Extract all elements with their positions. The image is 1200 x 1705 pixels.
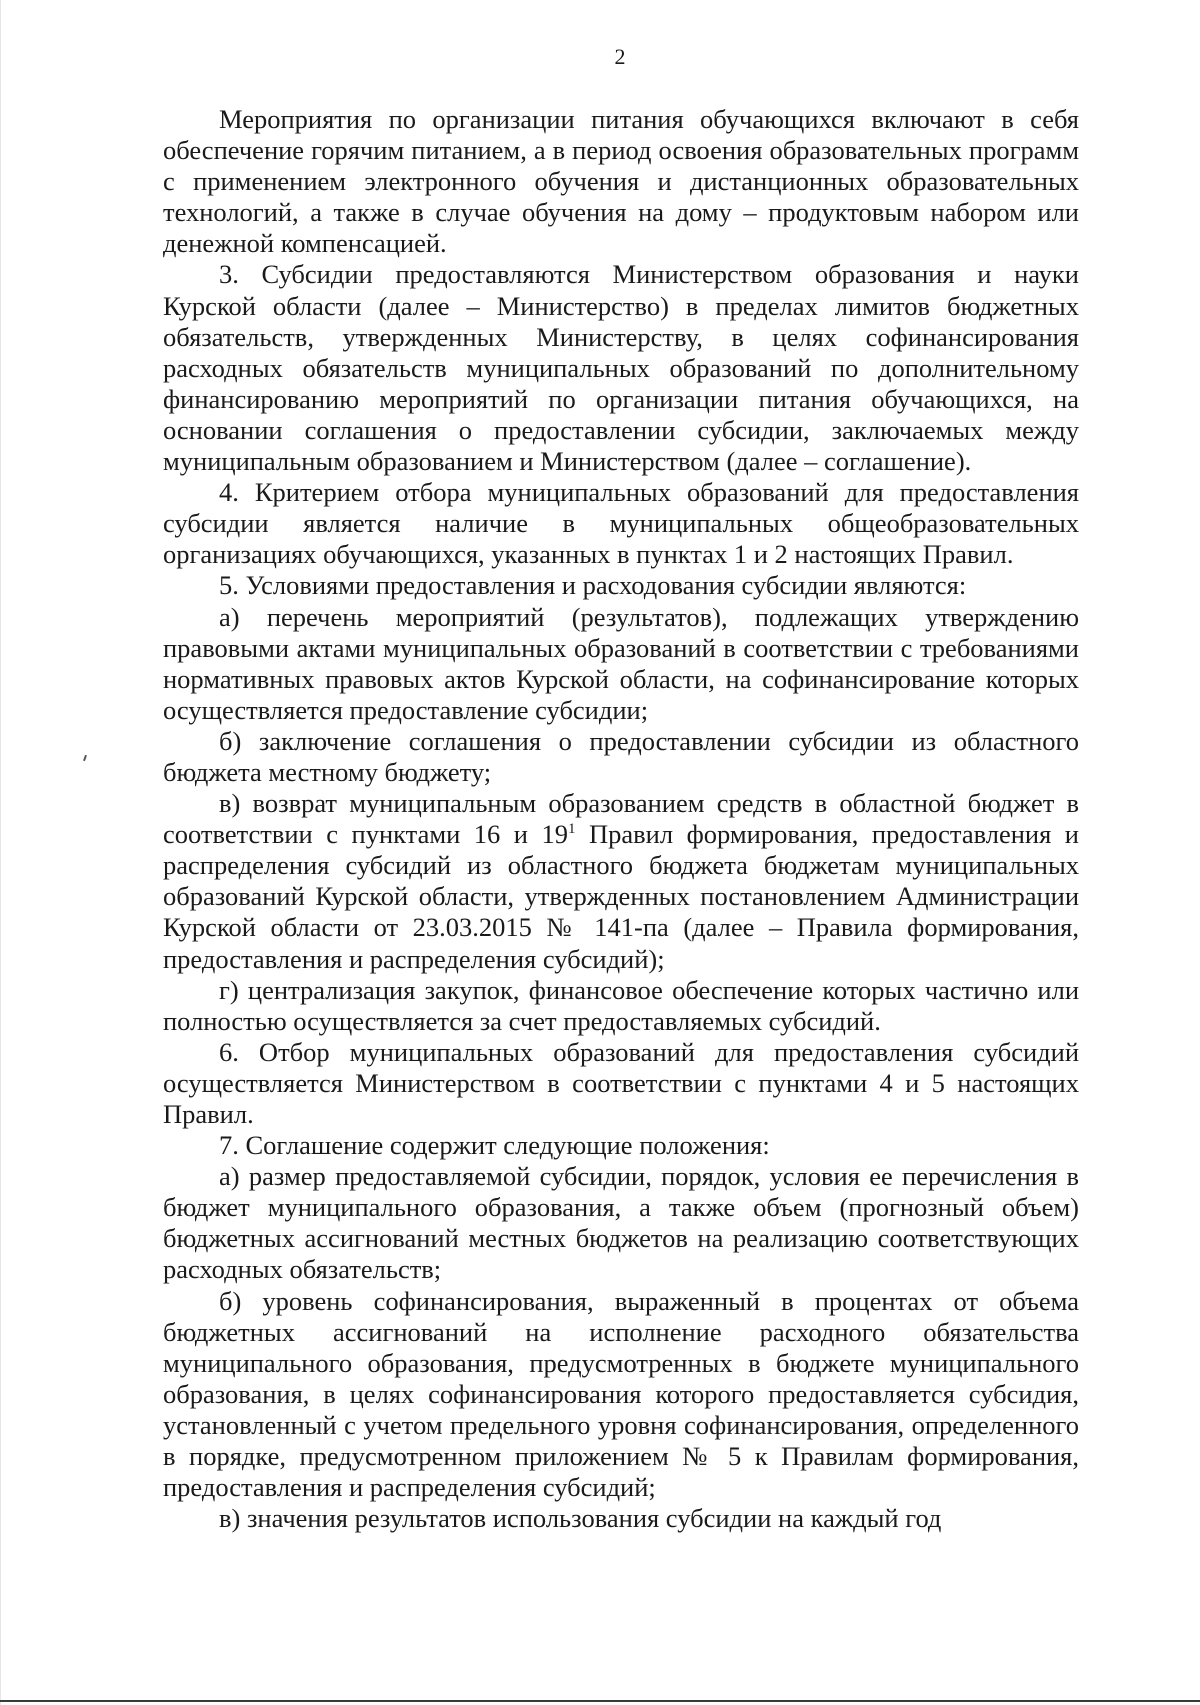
page-number: 2 [614,44,626,69]
paragraph-item-4: 4. Критерием отбора муниципальных образований для предоставления субсидии является наличие в муниципальных общеобразовательных организациях обучающихся, указанных в пунктах 1 и 2 настоящих Правил. [163,477,1079,570]
paragraph-item-5b: б) заключение соглашения о предоставлении субсидии из областного бюджета местному бюджету; [163,725,1079,787]
paragraph-food-measures: Мероприятия по организации питания обучающихся включают в себя обеспечение горячим питанием, а в период освоения образовательных программ с применением электронного обучения и дистанционных образовательных технологий, а также в случае обучения на дому – продуктовым набором или денежной компенсацией. [163,104,1079,259]
paragraph-item-6: 6. Отбор муниципальных образований для предоставления субсидий осуществляется Министерством в соответствии с пунктами 4 и 5 настоящих Правил. [163,1036,1079,1129]
paragraph-item-5v-end: Правил формирования, предоставления и распределения субсидий из областного бюджета бюджетам муниципальных образований Курской области, утвержденных постановлением Администрации Курской области от 23.03.2015 № 141-па (далее – Правила формирования, предоставления и распределения субсидий); [163,819,1079,974]
paragraph-item-5a: а) перечень мероприятий (результатов), подлежащих утверждению правовыми актами муниципальных образований в соответствии с требованиями нормативных правовых актов Курской области, на софинансирование которых осуществляется предоставление субсидии; [163,601,1079,725]
paragraph-item-5g: г) централизация закупок, финансовое обеспечение которых частично или полностью осуществляется за счет предоставляемых субсидий. [163,974,1079,1036]
scan-speck [83,755,87,761]
superscript-index: 1 [568,821,576,838]
paragraph-item-5: 5. Условиями предоставления и расходования субсидии являются: [219,570,967,601]
paragraph-item-3: 3. Субсидии предоставляются Министерством образования и науки Курской области (далее – Министерство) в пределах лимитов бюджетных обязательств, утвержденных Министерству, в целях софинансирования расходных обязательств муниципальных образований по дополнительному финансированию мероприятий по организации питания обучающихся, на основании соглашения о предоставлении субсидии, заключаемых между муниципальным образованием и Министерством (далее – соглашение). [163,259,1079,477]
document-body [163,104,1079,1534]
paragraph-item-7a: а) размер предоставляемой субсидии, порядок, условия ее перечисления в бюджет муниципального образования, а также объем (прогнозный объем) бюджетных ассигнований местных бюджетов на реализацию соответствующих расходных обязательств; [163,1161,1079,1285]
paragraph-item-7: 7. Соглашение содержит следующие положения: [219,1130,770,1161]
paragraph-item-5v [163,788,1079,975]
paragraph-item-7v: в) значения результатов использования субсидии на каждый год [219,1503,942,1534]
scan-left-edge [0,0,1,1705]
paragraph-item-7b: б) уровень софинансирования, выраженный в процентах от объема бюджетных ассигнований на исполнение расходного обязательства муниципального образования, предусмотренных в бюджете муниципального образования, в целях софинансирования которого предоставляется субсидия, установленный с учетом предельного уровня софинансирования, определенного в порядке, предусмотренном приложением № 5 к Правилам формирования, предоставления и распределения субсидий; [163,1285,1079,1503]
scan-bottom-edge [0,1700,1200,1702]
paragraph-item-5v-start: в) возврат муниципальным образованием средств в областной бюджет в соответствии с пунктами 16 и 19 [163,788,1079,850]
